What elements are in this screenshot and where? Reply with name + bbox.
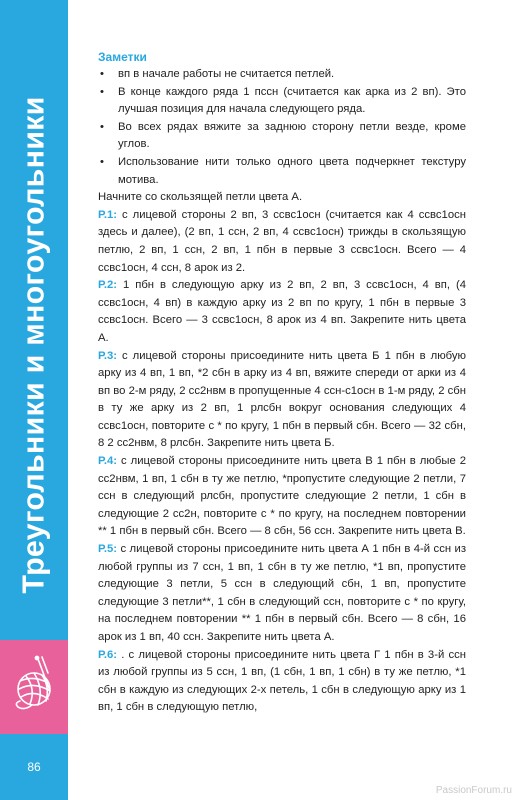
note-text: Использование нити только одного цвета подчеркнет текстуру мотива. (118, 155, 466, 186)
sidebar (0, 0, 68, 800)
list-item (98, 154, 466, 189)
pattern-row (98, 207, 466, 277)
note-text: В конце каждого ряда 1 пссн (считается как арка из 2 вп). Это лучшая позиция для начала следующего ряда. (118, 85, 466, 116)
chapter-title-block (0, 0, 68, 620)
row-text: с лицевой стороны присоедините нить цвета В 1 пбн в любые 2 сс2нвм, 1 вп, 1 сбн в ту же петлю, *пропустите следующие 2 петли, 7 ссн в следующий рлсбн, пропустите следующие 2 петли, 1 сбн в следующие 2 сс2н, повторите с * по кругу, на последнем повторении ** 1 пбн в первый сбн. Всего — 8 сбн, 56 ссн. Закрепите нить цвета В. (98, 455, 466, 538)
pattern-row (98, 277, 466, 347)
row-label: Р.5: (98, 543, 118, 556)
list-item (98, 119, 466, 154)
row-text: 1 пбн в следующую арку из 2 вп, 2 вп, 3 ссвс1осн, 4 вп, (4 ссвс1осн, 4 вп) в каждую арку из 2 вп по кругу, 1 пбн в первые 3 ссвс1осн. Всего — 3 ссвс1осн, 8 арок из 4 вп. Закрепите нить цвета А. (98, 279, 467, 344)
yarn-ball-icon (8, 651, 60, 721)
bullet-icon: • (100, 68, 104, 80)
row-label: Р.1: (98, 208, 118, 221)
page-number: 86 (27, 760, 41, 774)
notes-heading: Заметки (98, 50, 147, 64)
list-item (98, 66, 466, 84)
row-label: Р.3: (98, 349, 118, 362)
bullet-icon: • (100, 85, 104, 98)
note-text: Во всех рядах вяжите за заднюю сторону петли везде, кроме углов. (118, 120, 466, 151)
bullet-icon: • (100, 120, 104, 133)
bullet-icon: • (100, 155, 104, 168)
pattern-row (98, 647, 466, 717)
row-text: с лицевой стороны присоедините нить цвета Б 1 пбн в любую арку из 4 вп, 1 вп, *2 сбн в арку из 4 вп, вяжите спереди от арки из 4 вп во 2-м ряду, 2 сс2нвм в пропущенные 4 ссн-с1осн в 1-м ряду, 2 сбн в ту же арку из 2 вп, 1 рлсбн вокруг основания следующих 4 ссвс1осн, повторите с * по кругу, 1 пбн в первый сбн. Всего — 32 сбн, 8 2 сс2нвм, 8 рлсбн. Закрепите нить цвета Б. (98, 349, 467, 450)
pattern-row (98, 541, 466, 647)
pattern-row (98, 348, 466, 454)
chapter-title: Треугольники и многоугольники (16, 96, 51, 594)
note-text: вп в начале работы не считается петлей. (118, 68, 335, 80)
row-label: Р.2: (98, 279, 118, 292)
row-text: с лицевой стороны присоедините нить цвета А 1 пбн в 4-й ссн из любой группы из 7 ссн, 1 вп, 1 сбн в ту же петлю, *1 вп, пропустите следующие 3 петли, 5 ссн в следующий сбн, 1 вп, пропустите следующие 3 петли**, 1 сбн в следующий ссн, повторите с * по кругу, на последнем повторении ** 1 пбн в первый сбн. Всего — 8 сбн, 16 арок из 1 вп, 40 ссн. Закрепите нить цвета А. (98, 543, 466, 643)
pattern-row (98, 453, 466, 541)
intro-text: Начните со скользящей петли цвета А. (98, 191, 303, 204)
list-item (98, 84, 466, 119)
main-content (98, 50, 466, 717)
row-text: . с лицевой стороны присоедините нить цвета Г 1 пбн в 3-й ссн из любой группы из 5 ссн, 1 вп, (1 сбн, 1 вп, 1 сбн) в ту же петлю, *1 сбн в каждую из следующих 2-х петель, 1 сбн в следующую арку из 1 вп, 1 сбн в следующую петлю, (98, 648, 466, 714)
row-label: Р.6: (98, 648, 118, 661)
watermark: PassionForum.ru (435, 785, 512, 796)
notes-list (98, 66, 466, 189)
row-label: Р.4: (98, 455, 118, 468)
row-text: с лицевой стороны 2 вп, 3 ссвс1осн (считается как 4 ссвс1осн здесь и далее), (2 вп, 1 ссн, 2 вп, 4 ссвс1осн) трижды в скользящую петлю, 2 вп, 1 ссн, 2 вп, 1 пбн в первые 3 ссвс1осн. Всего — 4 ссвс1осн, 4 ссн, 8 арок из 2. (98, 208, 466, 274)
